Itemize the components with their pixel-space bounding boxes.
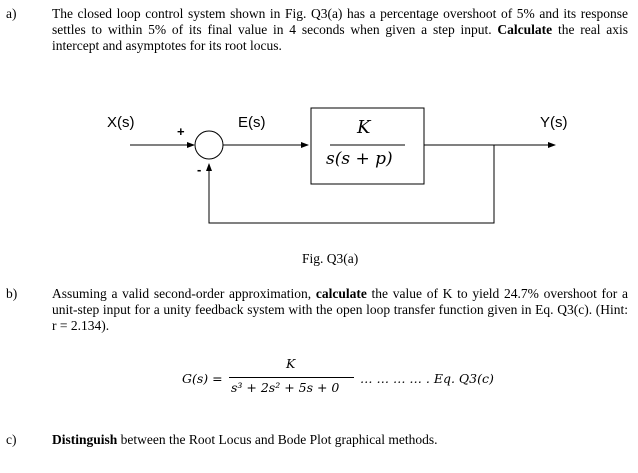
error-label: E(s) (238, 114, 266, 131)
equation-fraction-bar (229, 377, 354, 378)
figure-caption: Fig. Q3(a) (302, 251, 359, 266)
equation-denominator: s³ + 2s² + 5s + 0 (231, 380, 340, 395)
question-b-label: b) (6, 286, 18, 301)
plus-sign: + (177, 124, 185, 139)
output-label: Y(s) (540, 114, 568, 131)
equation-numerator: K (286, 356, 296, 371)
question-c-text (52, 432, 628, 448)
input-label: X(s) (107, 114, 135, 131)
question-a-instruction-rest: the real axis intercept and asymptotes for its root locus. (52, 22, 629, 53)
question-c-label: c) (6, 432, 17, 447)
equation-lhs: G(s) = (182, 371, 223, 386)
tf-numerator: K (357, 117, 371, 138)
equation-reference: … … … … . Eq. Q3(c) (360, 371, 494, 386)
question-b-text-post: the value of K to yield 24.7% overshoot for a unit-step input for a unity feedback system with the open loop transfer function given in Eq. Q3(c). (Hint: r = 2.134). (52, 286, 628, 333)
question-c-body: between the Root Locus and Bode Plot graphical methods. (117, 432, 438, 447)
question-b-bold: calculate (315, 286, 367, 301)
question-a-instruction-bold: Calculate (497, 22, 553, 37)
question-a-label: a) (6, 6, 17, 21)
question-a-body: The closed loop control system shown in Fig. Q3(a) has a percentage overshoot of 5% and its response settles to within 5% of its final value in 4 seconds when given a step input. (52, 6, 628, 37)
question-b-text-pre: Assuming a valid second-order approximation, (52, 286, 316, 301)
tf-denominator: s(s + p) (326, 149, 393, 169)
question-b-text (52, 286, 628, 334)
minus-sign: - (197, 162, 202, 177)
summing-junction (195, 131, 223, 159)
question-c-bold: Distinguish (52, 432, 118, 447)
